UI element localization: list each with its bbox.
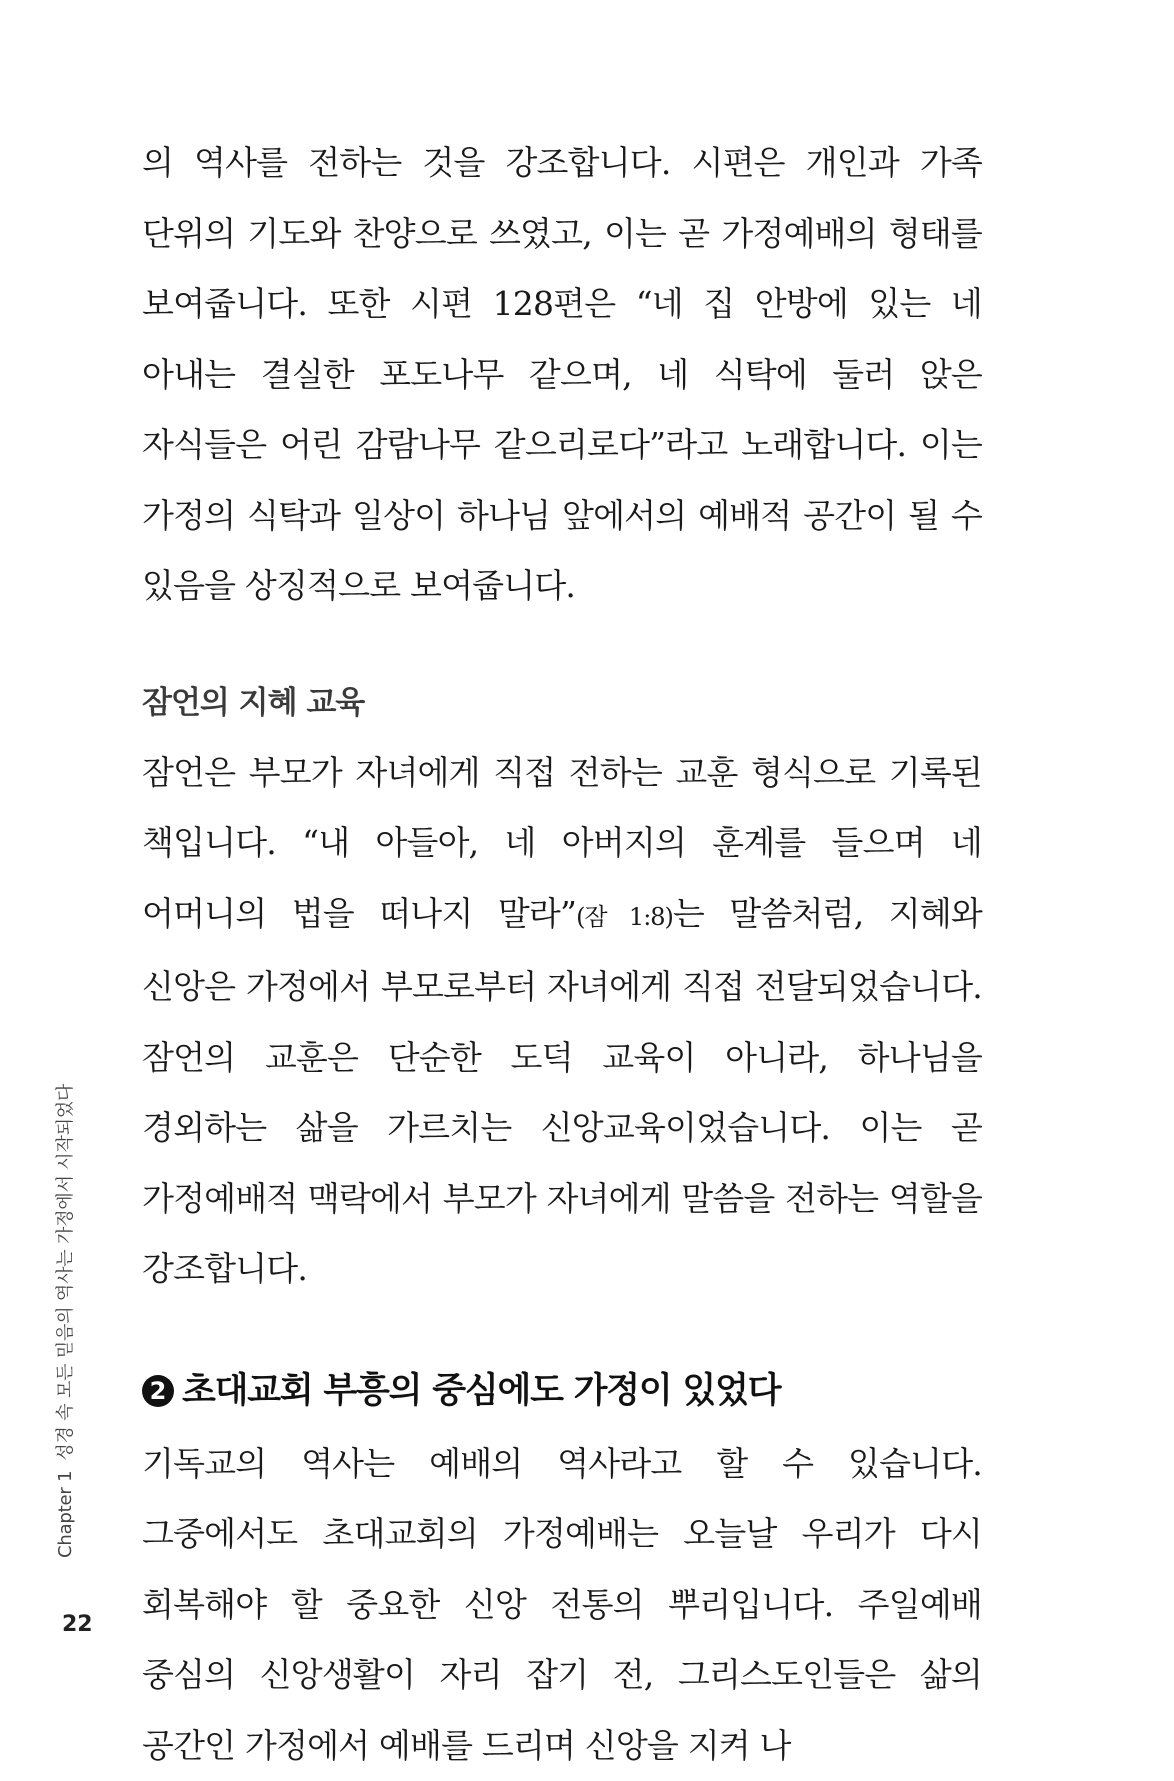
scripture-reference: (잠 1:8) bbox=[576, 903, 673, 931]
paragraph-early-church: 기독교의 역사는 예배의 역사라고 할 수 있습니다. 그중에서도 초대교회의 가정예배는 오늘날 우리가 다시 회복해야 할 중요한 신앙 전통의 뿌리입니다. 주일예배 중심의 신앙생활이 자리 잡기 전, 그리스도인들은 삶의 공간인 가정에서 예배를 드리며 신앙을 지켜 나 bbox=[142, 1429, 982, 1781]
section-number-badge: 2 bbox=[142, 1375, 174, 1407]
running-header-chapter: Chapter 1 bbox=[55, 1471, 76, 1558]
paragraph-proverbs-rest: 는 말씀처럼, 지혜와 신앙은 가정에서 부모로부터 자녀에게 직접 전달되었습니다. 잠언의 교훈은 단순한 도덕 교육이 아니라, 하나님을 경외하는 삶을 가르치는 신앙교육이었습니다. 이는 곧 가정예배적 맥락에서 부모가 자녀에게 말씀을 전하는 역할을 강조합니다. bbox=[142, 894, 982, 1289]
paragraph-proverbs-main: 잠언은 부모가 자녀에게 직접 전하는 교훈 형식으로 기록된 책입니다. “내 아들아, 네 아버지의 훈계를 들으며 네 어머니의 법을 떠나지 말라” bbox=[142, 753, 982, 933]
paragraph-proverbs bbox=[142, 738, 982, 1305]
section-title: 초대교회 부흥의 중심에도 가정이 있었다 bbox=[182, 1361, 780, 1421]
page-number: 22 bbox=[62, 1612, 93, 1637]
subheading-proverbs: 잠언의 지혜 교육 bbox=[142, 678, 982, 728]
section-heading bbox=[142, 1361, 982, 1421]
running-header bbox=[52, 1088, 80, 1558]
body-text bbox=[142, 128, 982, 1781]
paragraph-psalms: 의 역사를 전하는 것을 강조합니다. 시편은 개인과 가족 단위의 기도와 찬양으로 쓰였고, 이는 곧 가정예배의 형태를 보여줍니다. 또한 시편 128편은 “네 집 안방에 있는 네 아내는 결실한 포도나무 같으며, 네 식탁에 둘러 앉은 자식들은 어린 감람나무 같으리로다”라고 노래합니다. 이는 가정의 식탁과 일상이 하나님 앞에서의 예배적 공간이 될 수 있음을 상징적으로 보여줍니다. bbox=[142, 128, 982, 622]
running-header-title: 성경 속 모든 믿음의 역사는 가정에서 시작되었다 bbox=[55, 1084, 76, 1461]
